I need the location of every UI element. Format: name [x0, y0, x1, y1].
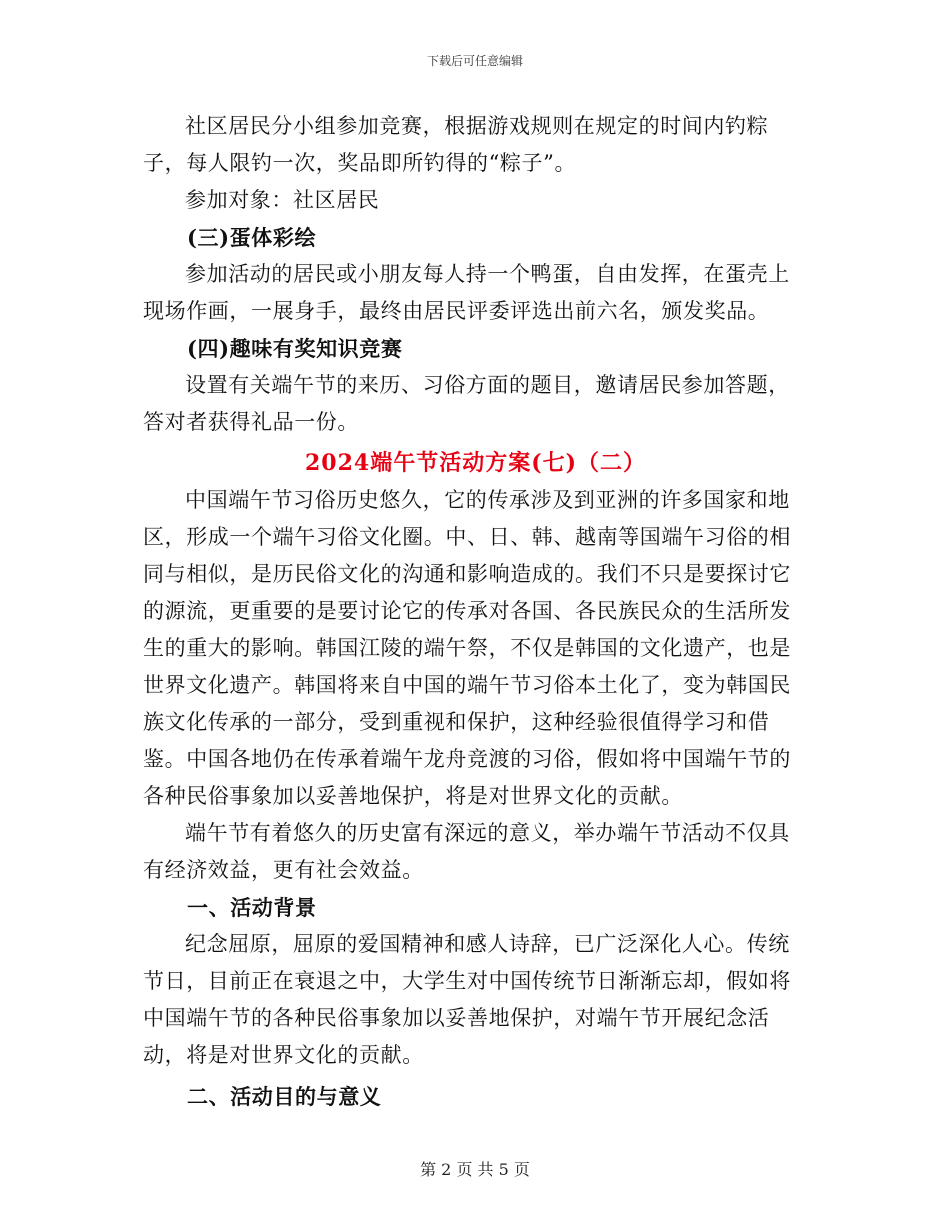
section-title: 2024端午节活动方案(七)（二） [304, 450, 647, 476]
paragraph-background: 纪念屈原，屈原的爱国精神和感人诗辞，已广泛深化人心。传统节日，目前正在衰退之中，大学生对中国传统节日渐渐忘却，假如将中国端午节的各种民俗事象加以妥善地保护，对端午节开展纪念活动，将是对世界文化的贡献。 [143, 932, 791, 1067]
page-footer: 第 2 页 共 5 页 [420, 1160, 530, 1179]
heading-purpose: 二、活动目的与意义 [187, 1084, 382, 1109]
paragraph-quiz: 设置有关端午节的来历、习俗方面的题目，邀请居民参加答题，答对者获得礼品一份。 [143, 373, 790, 434]
page-header: 下载后可任意编辑 [426, 54, 523, 68]
paragraph-participants: 参加对象：社区居民 [185, 188, 380, 212]
heading-quiz: (四)趣味有奖知识竞赛 [187, 336, 403, 361]
paragraph-history: 中国端午节习俗历史悠久，它的传承涉及到亚洲的许多国家和地区，形成一个端午习俗文化圈。中、日、韩、越南等国端午习俗的相同与相似，是历民俗文化的沟通和影响造成的。我们不只是要探讨它的源流，更重要的是要讨论它的传承对各国、各民族民众的生活所发生的重大的影响。韩国江陵的端午祭，不仅是韩国的文化遗产，也是世界文化遗产。韩国将来自中国的端午节习俗本土化了，变为韩国民族文化传承的一部分，受到重视和保护，这种经验很值得学习和借鉴。中国各地仍在传承着端午龙舟竞渡的习俗，假如将中国端午节的各种民俗事象加以妥善地保护，将是对世界文化的贡献。 [143, 488, 791, 808]
heading-background: 一、活动背景 [187, 895, 317, 920]
paragraph-egg-painting: 参加活动的居民或小朋友每人持一个鸭蛋，自由发挥，在蛋壳上现场作画，一展身手，最终由居民评委评选出前六名，颁发奖品。 [143, 262, 790, 323]
paragraph-significance: 端午节有着悠久的历史富有深远的意义，举办端午节活动不仅具有经济效益，更有社会效益。 [143, 821, 790, 882]
heading-egg-painting: (三)蛋体彩绘 [187, 225, 317, 250]
document-body [143, 108, 808, 1115]
paragraph-fishing-zongzi: 社区居民分小组参加竞赛，根据游戏规则在规定的时间内钓粽子，每人限钓一次，奖品即所钓得的“粽子”。 [143, 114, 769, 175]
